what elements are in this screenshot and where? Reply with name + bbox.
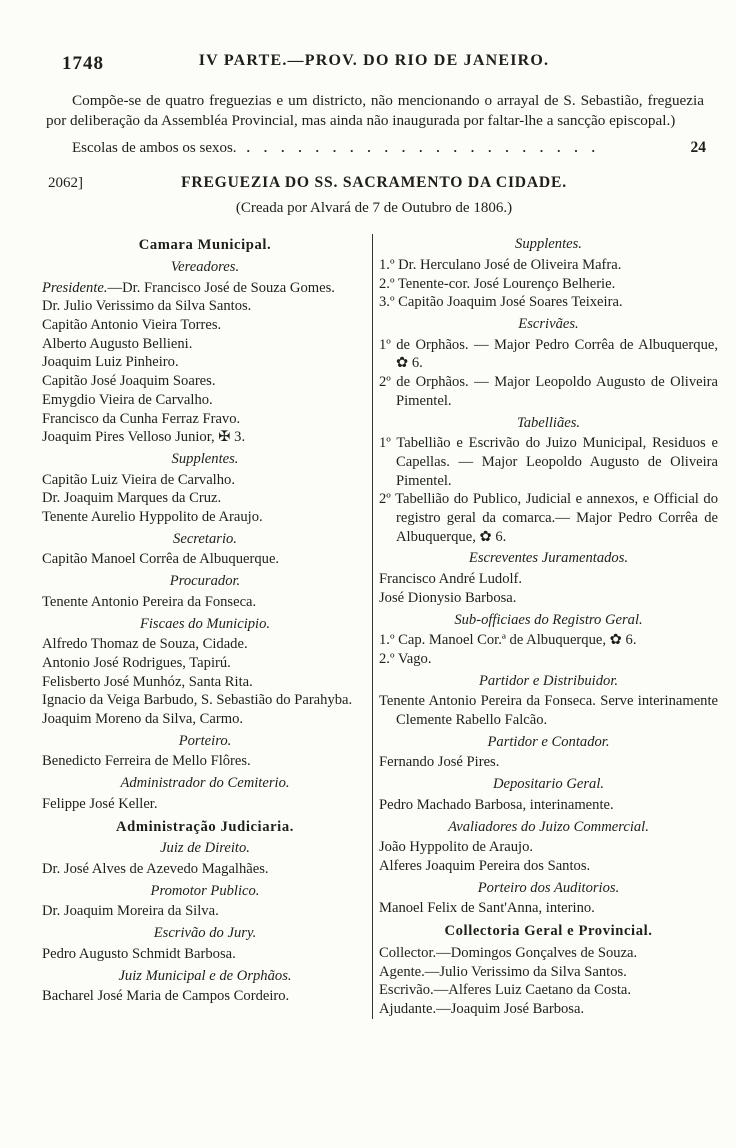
section-heading: Escrivão do Jury. (153, 925, 257, 942)
entry-number: 2062] (48, 175, 83, 192)
section-heading: Secretario. (173, 530, 237, 547)
section-heading: Vereadores. (170, 258, 240, 275)
directory-entry: Joaquim Pires Velloso Junior, ✠ 3. (42, 429, 246, 446)
directory-entry: Tenente Aurelio Hyppolito de Araujo. (42, 509, 263, 526)
column-divider-rule (372, 234, 373, 1018)
section-heading: Escrivães. (518, 316, 579, 332)
directory-entry: 1.º Dr. Herculano José de Oliveira Mafra. (379, 256, 622, 273)
section-heading: Porteiro dos Auditorios. (477, 879, 620, 896)
directory-entry: Bacharel José Maria de Campos Cordeiro. (42, 988, 290, 1005)
section-title: FREGUEZIA DO SS. SACRAMENTO DA CIDADE. (181, 174, 567, 192)
directory-entry: Antonio José Rodrigues, Tapirú. (42, 654, 231, 671)
dot-leaders: ..................... (246, 140, 609, 156)
section-heading: Tabelliães. (516, 414, 581, 431)
section-heading: Partidor e Contador. (487, 733, 610, 750)
directory-entry: Dr. Julio Verissimo da Silva Santos. (42, 298, 252, 315)
left-column (40, 232, 370, 1018)
directory-entry: 3.º Capitão Joaquim José Soares Teixeira. (379, 294, 623, 311)
directory-entry: Francisco da Cunha Ferraz Fravo. (42, 410, 241, 427)
directory-entry: Manoel Felix de Sant'Anna, interino. (379, 900, 595, 917)
directory-entry: Pedro Augusto Schmidt Barbosa. (42, 945, 236, 962)
section-heading: Avaliadores do Juizo Commercial. (448, 818, 649, 835)
two-column-body (40, 232, 718, 1018)
running-head (46, 52, 702, 78)
section-heading: Porteiro. (178, 732, 232, 749)
section-heading: Fiscaes do Municipio. (139, 615, 271, 632)
directory-entry: 2º de Orphãos. — Major Leopoldo Augusto de Oliveira Pimentel. (379, 374, 718, 409)
directory-entry: Tenente Antonio Pereira da Fonseca. (42, 593, 257, 610)
directory-entry: Capitão Manoel Corrêa de Albuquerque. (42, 551, 280, 568)
section-heading: Promotor Publico. (150, 882, 260, 899)
running-title: IV PARTE.—PROV. DO RIO DE JANEIRO. (198, 52, 550, 69)
section-heading: Collectoria Geral e Provincial. (444, 923, 653, 940)
section-heading: Supplentes. (515, 236, 582, 253)
directory-entry: Agente.—Julio Verissimo da Silva Santos. (379, 963, 627, 980)
directory-entry: 2.º Tenente-cor. José Lourenço Belherie. (379, 275, 616, 292)
schools-count: 24 (690, 139, 706, 157)
section-subtitle: (Creada por Alvará de 7 de Outubro de 1806.) (235, 200, 513, 217)
right-column (375, 232, 718, 1018)
directory-entry: Presidente.—Dr. Francisco José de Souza Gomes. (42, 279, 335, 296)
entry-lead-italic: Presidente. (42, 279, 108, 296)
section-heading: Escreventes Juramentados. (468, 550, 629, 567)
directory-entry: Dr. Joaquim Marques da Cruz. (42, 490, 222, 507)
directory-entry: Dr. Joaquim Moreira da Silva. (42, 903, 219, 920)
schools-line (72, 139, 706, 157)
directory-entry: 2º Tabellião do Publico, Judicial e annexos, e Official do registro geral da comarca.— Major Pedro Corrêa de Albuquerque, ✿ 6. (379, 491, 718, 545)
directory-entry: Joaquim Moreno da Silva, Carmo. (42, 711, 244, 728)
directory-entry: 1º Tabellião e Escrivão do Juizo Municipal, Residuos e Capellas. — Major Leopoldo Augusto de Oliveira Pimentel. (379, 435, 718, 489)
directory-entry: Benedicto Ferreira de Mello Flôres. (42, 753, 251, 770)
directory-entry: João Hyppolito de Araujo. (379, 839, 534, 856)
section-heading: Sub-officiaes do Registro Geral. (454, 611, 643, 628)
directory-entry: 1.º Cap. Manoel Cor.ª de Albuquerque, ✿ 6. (379, 632, 637, 649)
section-heading: Juiz de Direito. (160, 840, 250, 857)
directory-entry: Escrivão.—Alferes Luiz Caetano da Costa. (379, 982, 632, 999)
directory-entry: Ignacio da Veiga Barbudo, S. Sebastião do Parahyba. (42, 692, 353, 709)
directory-entry: Joaquim Luiz Pinheiro. (42, 354, 179, 371)
directory-entry: José Dionysio Barbosa. (379, 589, 517, 606)
directory-entry: Collector.—Domingos Gonçalves de Souza. (379, 944, 638, 961)
directory-entry: Dr. José Alves de Azevedo Magalhães. (42, 860, 269, 877)
page-number: 1748 (62, 53, 104, 74)
directory-entry: Emygdio Vieira de Carvalho. (42, 391, 213, 408)
directory-entry: Pedro Machado Barbosa, interinamente. (379, 796, 614, 813)
schools-label: Escolas de ambos os sexos. (72, 140, 237, 157)
directory-entry: Fernando José Pires. (379, 754, 500, 771)
intro-paragraph: Compõe-se de quatro freguezias e um districto, não mencionando o arrayal de S. Sebastião, freguezia por deliberação da Assembléa Provincial, mas ainda não inaugurada por faltar-lhe a sancção episcopal.) (46, 92, 704, 129)
directory-entry: Capitão José Joaquim Soares. (42, 373, 216, 390)
directory-entry: 2.º Vago. (379, 650, 432, 667)
section-heading: Depositario Geral. (492, 776, 605, 793)
directory-entry: Felippe José Keller. (42, 795, 158, 812)
section-heading: Administração Judiciaria. (116, 818, 294, 835)
section-heading: Supplentes. (171, 450, 239, 467)
directory-entry: Alfredo Thomaz de Souza, Cidade. (42, 636, 248, 653)
section-heading: Camara Municipal. (138, 237, 272, 254)
section-heading: Procurador. (169, 573, 241, 590)
directory-entry: Alberto Augusto Bellieni. (42, 335, 193, 352)
directory-entry: Capitão Antonio Vieira Torres. (42, 317, 222, 333)
directory-entry: Tenente Antonio Pereira da Fonseca. Serve interinamente Clemente Rabello Falcão. (379, 693, 718, 729)
directory-entry: Capitão Luiz Vieira de Carvalho. (42, 471, 235, 488)
directory-entry: 1º de Orphãos. — Major Pedro Corrêa de Albuquerque, ✿ 6. (379, 336, 718, 372)
section-heading: Juiz Municipal e de Orphãos. (118, 967, 292, 984)
directory-entry: Alferes Joaquim Pereira dos Santos. (379, 857, 591, 874)
directory-entry: Francisco André Ludolf. (379, 571, 523, 588)
section-heading: Administrador do Cemiterio. (120, 775, 290, 792)
section-head (46, 174, 702, 192)
section-heading: Partidor e Distribuidor. (478, 672, 619, 689)
directory-entry: Felisberto José Munhóz, Santa Rita. (42, 673, 253, 690)
directory-entry: Ajudante.—Joaquim José Barbosa. (379, 1000, 585, 1017)
